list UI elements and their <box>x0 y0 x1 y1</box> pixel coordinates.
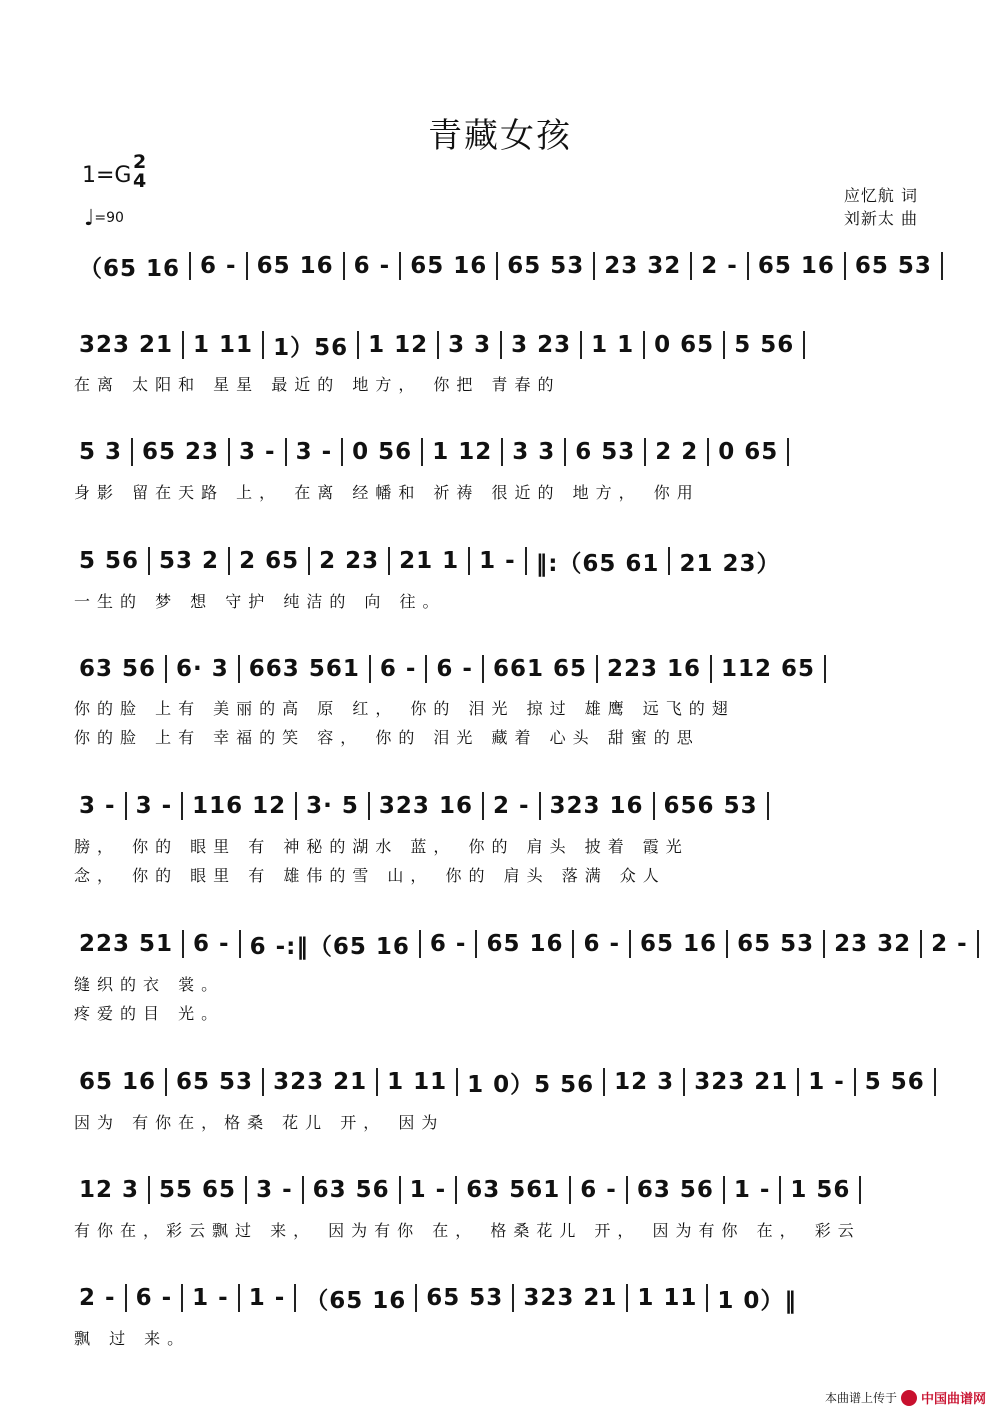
measure <box>566 438 646 466</box>
measure-notes: 323 21 <box>694 1069 789 1095</box>
measure <box>922 931 977 957</box>
measure-notes: 63 56 <box>312 1177 390 1203</box>
tempo-marking <box>84 206 124 231</box>
measure-notes: 1 - <box>479 548 516 574</box>
measure <box>484 655 598 683</box>
barline <box>977 930 979 958</box>
measure-notes: 1 11 <box>387 1069 448 1095</box>
measure-notes: 65 16 <box>256 253 334 279</box>
measure-notes: 2 23 <box>319 548 380 574</box>
measure <box>150 547 230 575</box>
score-row <box>70 329 930 361</box>
measure <box>470 547 527 575</box>
measure-notes: 323 21 <box>79 332 174 358</box>
measure <box>574 930 631 958</box>
measure-notes: 2 - <box>931 931 968 957</box>
lyric-line: 你的脸 上有 幸福的笑 容， 你的 泪光 藏着 心头 甜蜜的思 <box>74 728 700 747</box>
score-row <box>70 1174 930 1206</box>
measure-notes: 65 16 <box>640 931 718 957</box>
measure <box>127 1284 184 1312</box>
measure <box>712 656 824 682</box>
lyric-line: 一生的 梦 想 守护 纯洁的 向 往。 <box>74 592 446 611</box>
measure-notes: 65 53 <box>737 931 815 957</box>
measure <box>167 655 240 683</box>
measure <box>296 1282 417 1315</box>
measure <box>150 1176 247 1204</box>
measure-notes: 3 23 <box>511 332 572 358</box>
measure <box>439 331 502 359</box>
measure <box>477 930 574 958</box>
measure-notes: （65 16 <box>305 1287 407 1314</box>
measure-notes: 2 65 <box>239 548 300 574</box>
measure <box>70 792 127 820</box>
measure-notes: 6 - <box>436 656 473 682</box>
composer-credit: 刘新太 曲 <box>843 209 918 228</box>
measure-notes: 3· 5 <box>306 793 359 819</box>
measure <box>628 1284 708 1312</box>
measure-notes: 1 12 <box>368 332 429 358</box>
measure <box>799 1068 856 1096</box>
measure <box>825 930 922 958</box>
measure-notes: 55 65 <box>159 1177 237 1203</box>
score-row <box>70 1066 930 1098</box>
measure-notes: 6 -:‖（65 16 <box>249 933 410 960</box>
barline <box>824 655 826 683</box>
measure-notes: 1）56 <box>273 334 349 361</box>
measure-notes: 1 - <box>409 1177 447 1203</box>
measure-notes: 661 65 <box>492 656 587 682</box>
lyric-line: 缝织的衣 裳。 <box>74 975 225 994</box>
measure <box>184 930 241 958</box>
lyric-line: 你的脸 上有 美丽的高 原 红， 你的 泪光 掠过 雄鹰 远飞的翅 <box>74 699 735 718</box>
barline <box>767 792 769 820</box>
measure <box>241 928 421 961</box>
score-row <box>70 790 930 822</box>
measure <box>692 252 749 280</box>
measure <box>371 655 428 683</box>
measure <box>571 1176 628 1204</box>
measure <box>725 332 803 358</box>
measure-notes: 5 3 <box>79 439 123 465</box>
measure-notes: 2 - <box>79 1285 116 1311</box>
measure-notes: 6 53 <box>575 439 636 465</box>
measure-notes: 323 21 <box>273 1069 368 1095</box>
measure-notes: 1 56 <box>790 1177 851 1203</box>
measure-notes: 1 11 <box>193 332 254 358</box>
measure <box>582 331 645 359</box>
measure <box>458 1066 605 1099</box>
measure-notes: 2 2 <box>655 439 699 465</box>
measure-notes: 323 16 <box>549 793 644 819</box>
measure <box>304 1176 401 1204</box>
measure-notes: 3 3 <box>512 439 556 465</box>
measure <box>184 331 264 359</box>
measure-notes: 3 3 <box>448 332 492 358</box>
measure <box>631 930 728 958</box>
lyric-line: 膀， 你的 眼里 有 神秘的湖水 蓝， 你的 肩头 披着 霞光 <box>74 837 689 856</box>
barline <box>941 252 943 280</box>
barline <box>934 1068 936 1096</box>
score-row <box>70 928 968 960</box>
score-row <box>70 1282 930 1314</box>
lyric-line: 疼爱的目 光。 <box>74 1004 225 1023</box>
measure-notes: 65 53 <box>854 253 932 279</box>
lyric-line: 因为 有你在，格桑 花儿 开， 因为 <box>74 1113 445 1132</box>
measure-notes: 2 - <box>492 793 530 819</box>
measure-notes: 63 56 <box>636 1177 714 1203</box>
measure-notes: 23 32 <box>834 931 912 957</box>
measure <box>541 792 655 820</box>
quarter-note-icon: ♩ <box>84 206 95 231</box>
measure <box>514 1284 628 1312</box>
score-row <box>70 250 930 282</box>
measure-notes: 223 16 <box>606 656 702 682</box>
footer <box>825 1388 986 1407</box>
measure-notes: 6 - <box>583 931 621 957</box>
measure-notes: 5 56 <box>734 332 795 358</box>
measure <box>248 252 345 280</box>
measure <box>708 1282 806 1315</box>
measure <box>70 930 184 958</box>
measure <box>240 1284 297 1312</box>
measure <box>247 1176 304 1204</box>
measure <box>670 545 789 578</box>
measure-notes: 65 16 <box>410 253 488 279</box>
measure <box>378 1068 458 1096</box>
measure <box>370 792 484 820</box>
time-signature <box>133 153 146 191</box>
lyric-line: 飘 过 来。 <box>74 1329 191 1348</box>
measure <box>70 655 167 683</box>
measure <box>70 331 184 359</box>
page-title: 青藏女孩 <box>428 116 572 156</box>
measure <box>287 438 344 466</box>
measure <box>628 1176 725 1204</box>
measure <box>70 250 191 283</box>
measure-notes: 6 - <box>135 1285 173 1311</box>
measure-notes: 21 23） <box>679 550 781 577</box>
measure-notes: 1 - <box>808 1069 845 1095</box>
measure-notes: 63 56 <box>79 656 157 682</box>
measure <box>70 1068 167 1096</box>
measure <box>343 438 423 466</box>
measure <box>502 331 582 359</box>
measure-notes: 6 - <box>193 931 230 957</box>
measure-notes: 3 - <box>256 1177 293 1203</box>
measure-notes: 3 - <box>135 793 173 819</box>
measure-notes: 112 65 <box>721 656 816 682</box>
footer-text: 本曲谱上传于 <box>824 1391 897 1405</box>
measure <box>70 547 150 575</box>
measure <box>645 331 725 359</box>
measure-notes: 0 65 <box>718 439 779 465</box>
measure-notes: 12 3 <box>614 1069 675 1095</box>
measure-notes: 6 - <box>429 931 467 957</box>
measure <box>655 793 767 819</box>
measure <box>417 1284 514 1312</box>
time-signature-bottom: 4 <box>133 170 147 192</box>
measure-notes: 12 3 <box>79 1177 140 1203</box>
measure <box>70 1176 150 1204</box>
measure-notes: 65 53 <box>176 1069 254 1095</box>
measure-notes: 0 65 <box>654 332 715 358</box>
site-logo-icon <box>901 1390 917 1406</box>
barline <box>787 438 789 466</box>
measure <box>749 252 846 280</box>
measure <box>191 252 248 280</box>
measure <box>401 1176 458 1204</box>
measure-notes: 65 23 <box>142 439 220 465</box>
measure-notes: 323 16 <box>378 793 473 819</box>
measure <box>359 331 439 359</box>
measure <box>264 329 359 362</box>
measure <box>846 253 941 279</box>
measure-notes: 1 0）5 56 <box>467 1071 595 1098</box>
measure <box>856 1069 934 1095</box>
measure <box>230 438 287 466</box>
measure-notes: 0 56 <box>352 439 413 465</box>
measure <box>781 1177 859 1203</box>
measure-notes: 23 32 <box>604 253 682 279</box>
measure <box>423 438 503 466</box>
barline <box>859 1176 861 1204</box>
measure-notes: 116 12 <box>192 793 287 819</box>
measure <box>345 252 402 280</box>
measure-notes: 65 16 <box>757 253 835 279</box>
tempo-value: =90 <box>94 210 124 226</box>
measure <box>728 930 825 958</box>
measure <box>598 655 712 683</box>
measure <box>595 252 692 280</box>
measure-notes: 65 16 <box>486 931 564 957</box>
key-signature: 1=G <box>82 163 132 188</box>
score-row <box>70 436 930 468</box>
measure-notes: 663 561 <box>248 656 360 682</box>
measure-notes: 65 16 <box>79 1069 157 1095</box>
measure-notes: 3 - <box>79 793 116 819</box>
measure <box>127 792 184 820</box>
time-signature-top: 2 <box>133 151 147 173</box>
measure <box>457 1176 571 1204</box>
score-row <box>70 653 930 685</box>
barline <box>803 331 805 359</box>
measure <box>390 547 470 575</box>
measure <box>401 252 498 280</box>
lyric-line: 念， 你的 眼里 有 雄伟的雪 山， 你的 肩头 落满 众人 <box>74 866 666 885</box>
measure-notes: 6 - <box>379 656 417 682</box>
measure <box>498 252 595 280</box>
measure <box>503 438 566 466</box>
measure-notes: 2 - <box>701 253 738 279</box>
measure-notes: ‖:（65 61 <box>535 550 660 577</box>
measure <box>527 545 671 578</box>
measure <box>230 547 310 575</box>
measure-notes: 656 53 <box>663 793 758 819</box>
measure-notes: 1 12 <box>432 439 493 465</box>
measure-notes: 1 - <box>733 1177 771 1203</box>
measure-notes: 5 56 <box>79 548 140 574</box>
measure <box>685 1068 799 1096</box>
measure-notes: 1 0）‖ <box>717 1287 797 1314</box>
measure <box>70 438 133 466</box>
measure-notes: 53 2 <box>159 548 220 574</box>
lyricist-credit: 应忆航 词 <box>843 186 918 205</box>
footer-site: 中国曲谱网 <box>920 1392 986 1407</box>
measure-notes: 6· 3 <box>176 656 229 682</box>
measure-notes: 6 - <box>353 253 391 279</box>
measure-notes: （65 16 <box>79 255 181 282</box>
measure-notes: 21 1 <box>399 548 460 574</box>
measure <box>605 1068 685 1096</box>
measure-notes: 1 1 <box>591 332 635 358</box>
measure <box>240 655 371 683</box>
measure-notes: 3 - <box>295 439 333 465</box>
score-row <box>70 545 930 577</box>
measure <box>310 547 390 575</box>
measure <box>183 1284 240 1312</box>
lyric-line: 在离 太阳和 星星 最近的 地方， 你把 青春的 <box>74 375 561 394</box>
measure-notes: 1 - <box>248 1285 286 1311</box>
measure <box>70 1284 127 1312</box>
measure <box>421 930 478 958</box>
measure-notes: 3 - <box>239 439 276 465</box>
measure <box>646 438 709 466</box>
lyric-line: 有你在，彩云飘过 来， 因为有你 在， 格桑花儿 开， 因为有你 在， 彩云 <box>74 1221 861 1240</box>
measure <box>297 792 370 820</box>
measure-notes: 223 51 <box>79 931 174 957</box>
measure <box>709 439 787 465</box>
measure-notes: 65 53 <box>426 1285 504 1311</box>
measure-notes: 6 - <box>200 253 237 279</box>
measure-notes: 6 - <box>580 1177 617 1203</box>
measure <box>167 1068 264 1096</box>
lyric-line: 身影 留在天路 上， 在离 经幡和 祈祷 很近的 地方， 你用 <box>74 483 700 502</box>
measure <box>183 792 297 820</box>
measure-notes: 323 21 <box>523 1285 618 1311</box>
measure <box>264 1068 378 1096</box>
measure-notes: 5 56 <box>864 1069 925 1095</box>
measure <box>133 438 230 466</box>
measure <box>725 1176 782 1204</box>
measure-notes: 1 11 <box>637 1285 698 1311</box>
measure-notes: 63 561 <box>466 1177 561 1203</box>
measure <box>427 655 484 683</box>
measure <box>484 792 541 820</box>
measure-notes: 65 53 <box>507 253 585 279</box>
measure-notes: 1 - <box>192 1285 229 1311</box>
